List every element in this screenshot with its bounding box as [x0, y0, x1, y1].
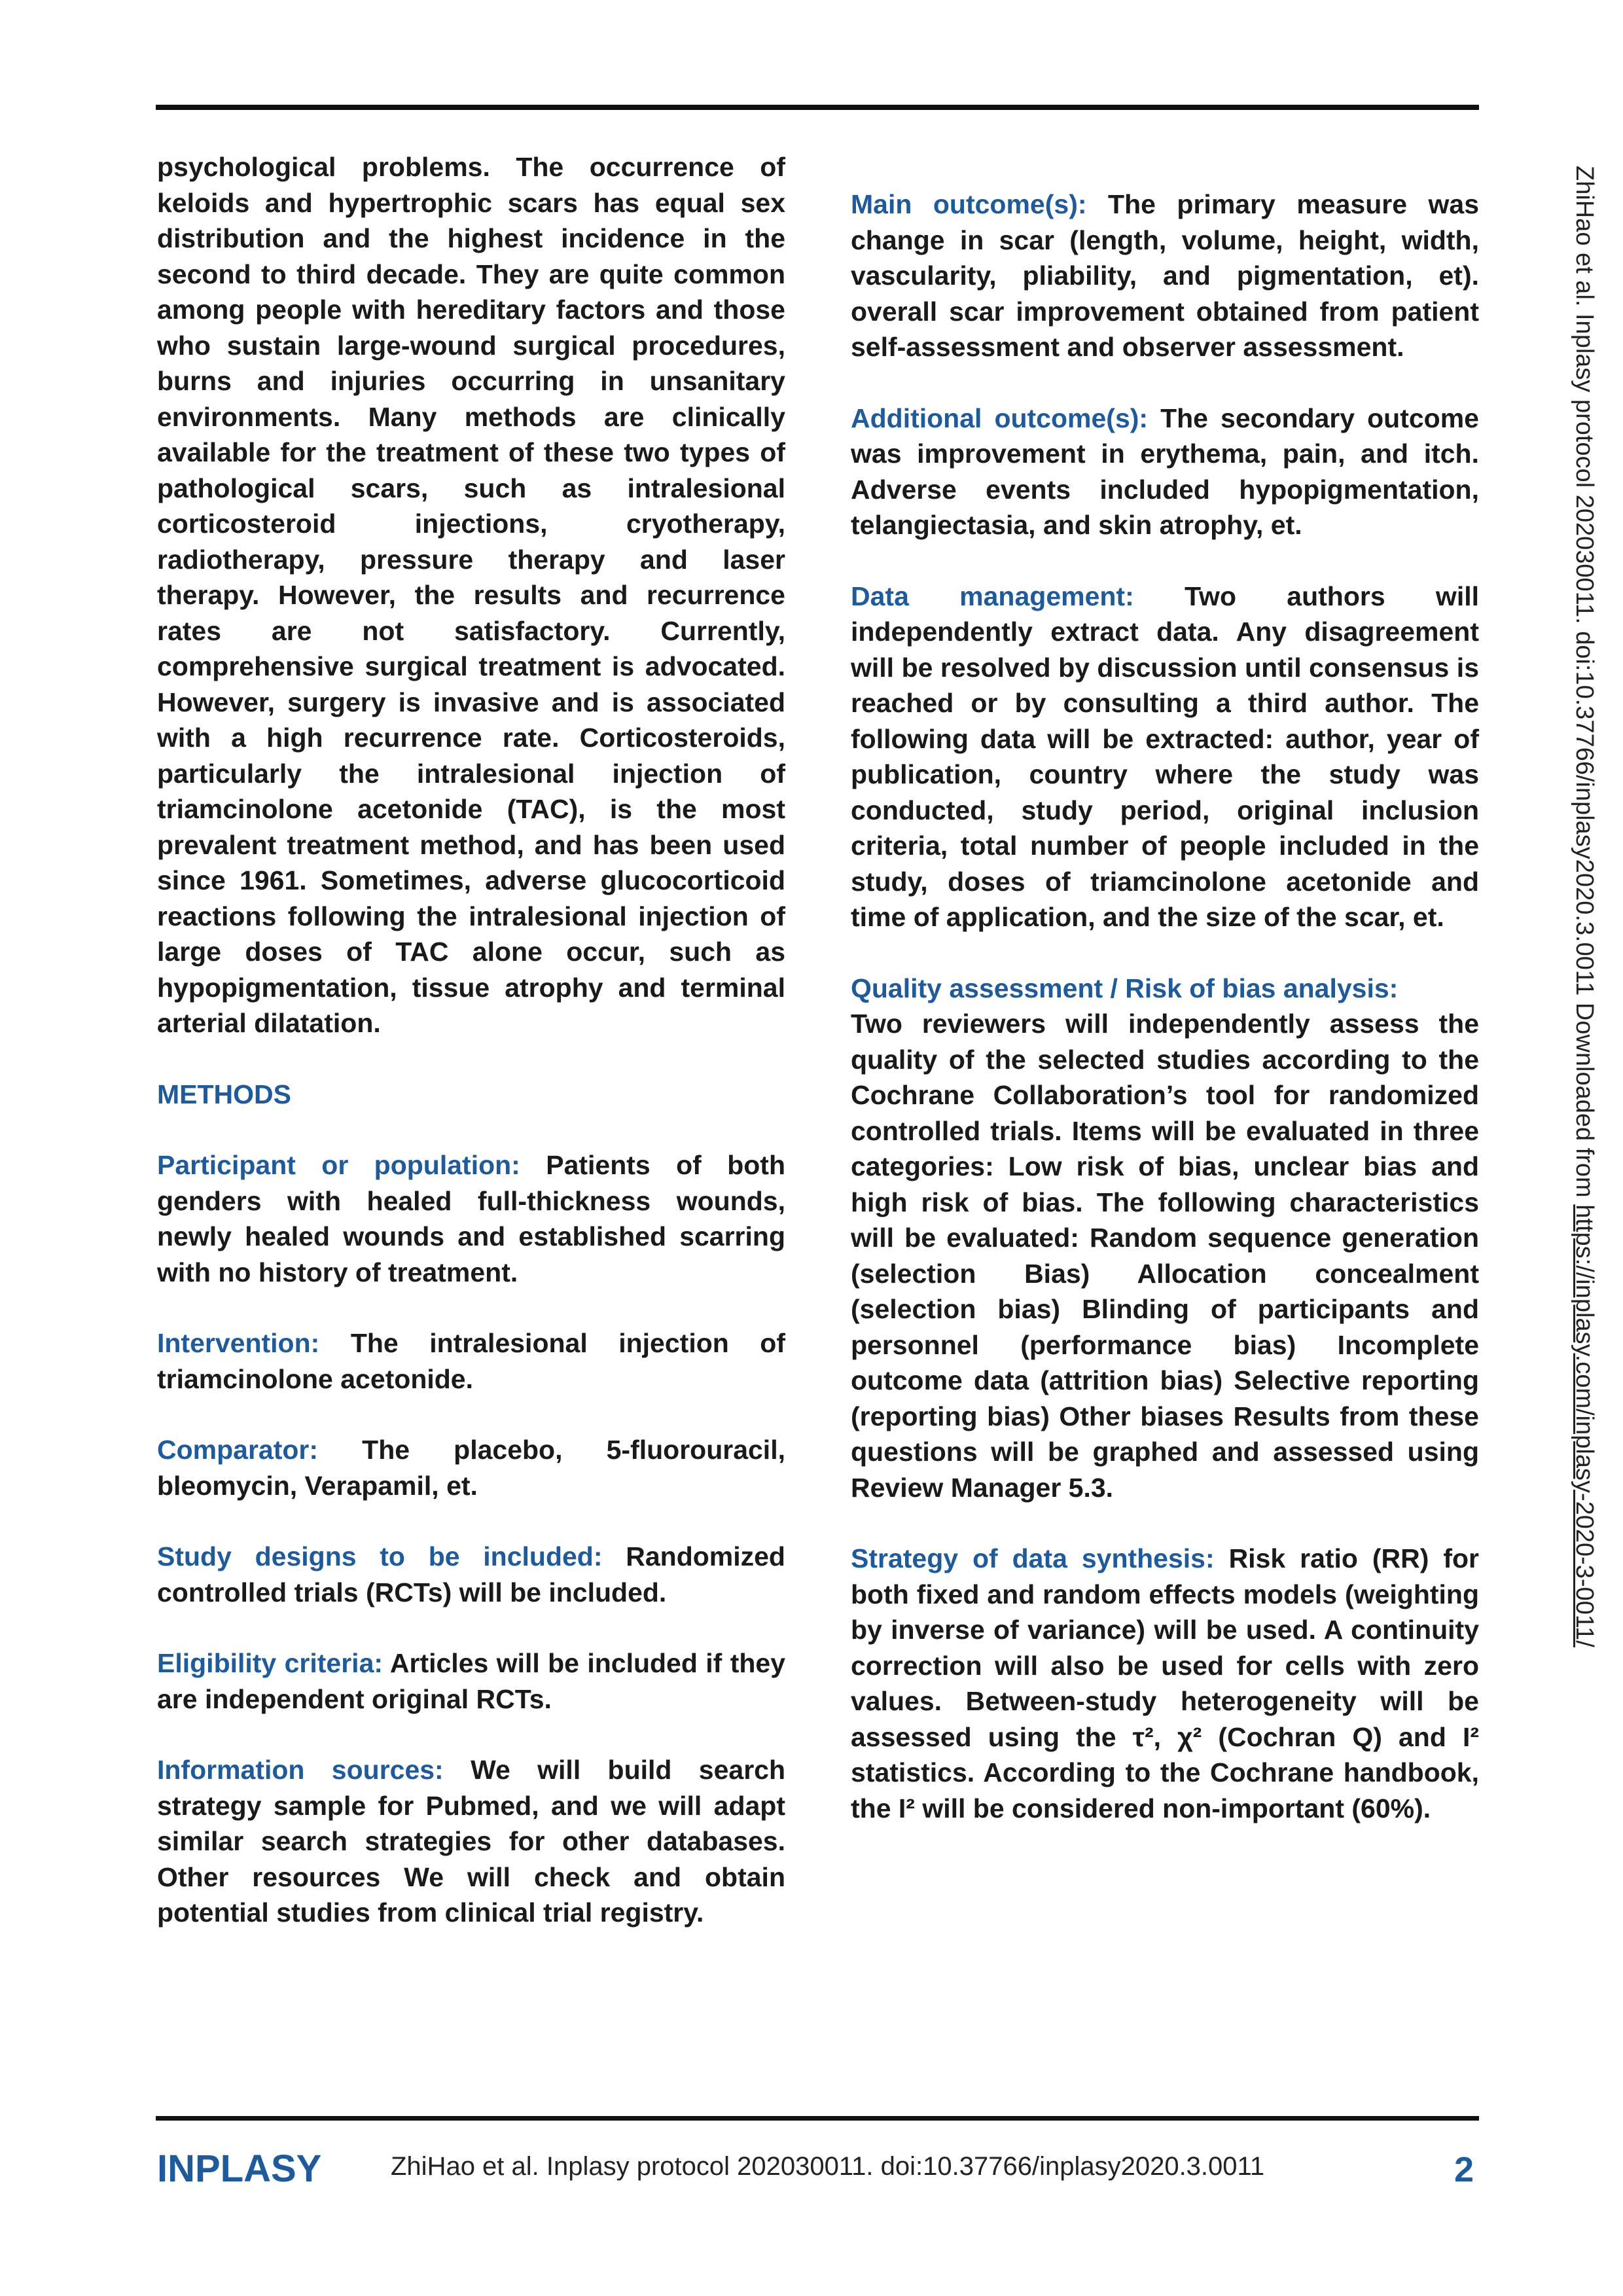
footer-citation: ZhiHao et al. Inplasy protocol 202030011. doi:10.37766/inplasy2020.3.0011 — [391, 2152, 1265, 2181]
download-note — [1570, 166, 1598, 1647]
section-label: Quality assessment / Risk of bias analysis: — [851, 973, 1399, 1003]
section-label: Information sources: — [157, 1755, 444, 1785]
section-text: The primary measure was change in scar (length, volume, height, width, vascularity, pliability, and pigmentation, et). overall scar improvement obtained from patient self-assessment and observer assessment. — [851, 189, 1479, 362]
section-intervention — [157, 1325, 785, 1397]
section-study-designs — [157, 1539, 785, 1610]
section-text: Patients of both genders with healed full-thickness wounds, newly healed wounds and established scarring with no history of treatment. — [157, 1150, 785, 1287]
methods-heading: METHODS — [157, 1079, 291, 1109]
section-quality-assessment — [851, 971, 1479, 1506]
header-rule — [156, 105, 1479, 110]
section-label: Study designs to be included: — [157, 1541, 603, 1571]
footer-brand: INPLASY — [157, 2147, 322, 2190]
right-column — [851, 187, 1479, 1861]
footer-rule — [156, 2116, 1479, 2121]
section-data-synthesis — [851, 1541, 1479, 1826]
download-link[interactable]: https://inplasy.com/inplasy-2020-3-0011/ — [1571, 1204, 1598, 1647]
section-label: Strategy of data synthesis: — [851, 1543, 1215, 1573]
section-text: Two authors will independently extract data. Any disagreement will be resolved by discussion until consensus is reached or by consulting a third author. The following data will be extracted: author, year of publication, country where the study was conducted, study period, original inclusion criteria, total number of people included in the study, doses of triamcinolone acetonide and time of application, and the size of the scar, et. — [851, 581, 1479, 932]
section-text: The secondary outcome was improvement in erythema, pain, and itch. Adverse events included hypopigmentation, telangiectasia, and skin atrophy, et. — [851, 403, 1479, 540]
section-text: We will build search strategy sample for Pubmed, and we will adapt similar search strategies for other databases. Other resources We will check and obtain potential studies from clinical trial registry. — [157, 1755, 785, 1928]
intro-paragraph: psychological problems. The occurrence of keloids and hypertrophic scars has equal sex distribution and the highest incidence in the second to third decade. They are quite common among people with hereditary factors and those who sustain large-wound surgical procedures, burns and injuries occurring in unsanitary environments. Many methods are clinically available for the treatment of these two types of pathological scars, such as intralesional corticosteroid injections, cryotherapy, radiotherapy, pressure therapy and laser therapy. However, the results and recurrence rates are not satisfactory. Currently, comprehensive surgical treatment is advocated. However, surgery is invasive and is associated with a high recurrence rate. Corticosteroids, particularly the intralesional injection of triamcinolone acetonide (TAC), is the most prevalent treatment method, and has been used since 1961. Sometimes, adverse glucocorticoid reactions following the intralesional injection of large doses of TAC alone occur, such as hypopigmentation, tissue atrophy and terminal arterial dilatation. — [157, 152, 785, 1038]
section-additional-outcomes — [851, 401, 1479, 543]
section-label: Main outcome(s): — [851, 189, 1087, 219]
section-participants — [157, 1147, 785, 1290]
section-text: Randomized controlled trials (RCTs) will be included. — [157, 1541, 785, 1607]
download-note-text: ZhiHao et al. Inplasy protocol 202030011. doi:10.37766/inplasy2020.3.0011 Downloaded from — [1571, 166, 1598, 1205]
section-label: Data management: — [851, 581, 1134, 611]
section-eligibility — [157, 1645, 785, 1717]
left-column — [157, 149, 785, 1966]
section-label: Eligibility criteria: — [157, 1648, 383, 1678]
section-label: Comparator: — [157, 1435, 319, 1465]
section-text: The intralesional injection of triamcinolone acetonide. — [157, 1328, 785, 1394]
page-number: 2 — [1454, 2150, 1474, 2189]
section-text: Articles will be included if they are independent original RCTs. — [157, 1648, 785, 1714]
section-text: Two reviewers will independently assess the quality of the selected studies according to the Cochrane Collaboration’s tool for randomized controlled trials. Items will be evaluated in three categories: Low risk of bias, unclear bias and high risk of bias. The following characteristics will be evaluated: Random sequence generation (selection Bias) Allocation concealment (selection bias) Blinding of participants and personnel (performance bias) Incomplete outcome data (attrition bias) Selective reporting (reporting bias) Other biases Results from these questions will be graphed and assessed using Review Manager 5.3. — [851, 1009, 1479, 1503]
section-label: Additional outcome(s): — [851, 403, 1149, 433]
section-label: Participant or population: — [157, 1150, 520, 1180]
section-main-outcomes — [851, 187, 1479, 365]
section-text: Risk ratio (RR) for both fixed and random effects models (weighting by inverse of variance) will be used. A continuity correction will also be used for cells with zero values. Between-study heterogeneity will be assessed using the τ², χ² (Cochran Q) and I² statistics. According to the Cochrane handbook, the I² will be considered non-important (60%). — [851, 1543, 1479, 1823]
section-text: The placebo, 5-fluorouracil, bleomycin, Verapamil, et. — [157, 1435, 785, 1501]
section-data-management — [851, 579, 1479, 935]
section-comparator — [157, 1432, 785, 1503]
section-information-sources — [157, 1752, 785, 1931]
section-label: Intervention: — [157, 1328, 320, 1358]
